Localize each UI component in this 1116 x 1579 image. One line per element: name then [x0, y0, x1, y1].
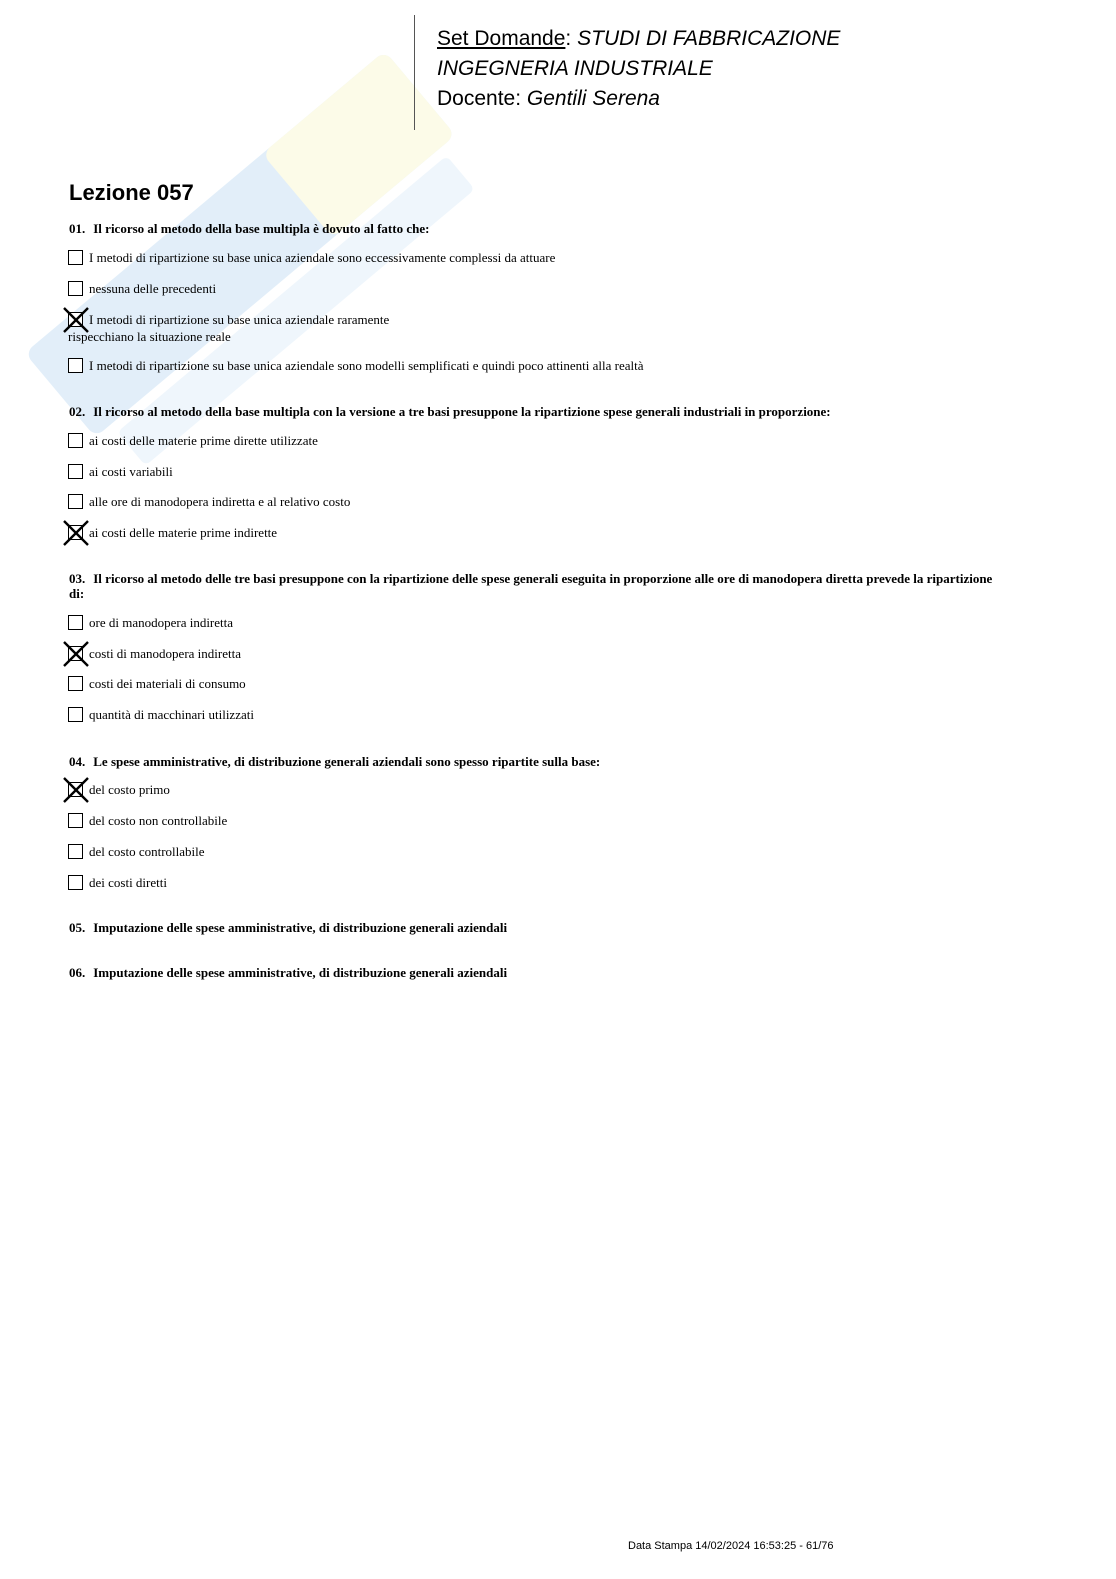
- checkbox[interactable]: [68, 615, 83, 630]
- option-text-continuation: rispecchiano la situazione reale: [68, 329, 231, 344]
- document-header: [437, 24, 840, 114]
- option-text: I metodi di ripartizione su base unica aziendale sono eccessivamente complessi da attuare: [89, 250, 556, 265]
- option-text: dei costi diretti: [89, 875, 167, 890]
- checkbox[interactable]: [68, 494, 83, 509]
- option-text: ai costi delle materie prime dirette utilizzate: [89, 433, 318, 448]
- question-number: 05.: [69, 920, 86, 935]
- question-text: Il ricorso al metodo della base multipla è dovuto al fatto che:: [93, 221, 430, 236]
- option-text: ai costi variabili: [89, 464, 173, 479]
- option-text: del costo non controllabile: [89, 813, 228, 828]
- checkbox[interactable]: [68, 844, 83, 859]
- degree-name: INGEGNERIA INDUSTRIALE: [437, 57, 713, 80]
- checkbox[interactable]: [68, 464, 83, 479]
- question-number: 04.: [69, 754, 86, 769]
- cross-mark-icon: [63, 777, 89, 803]
- print-footer: Data Stampa 14/02/2024 16:53:25 - 61/76: [628, 1540, 834, 1552]
- checkbox[interactable]: [68, 813, 83, 828]
- header-degree-line: [437, 54, 840, 84]
- question-1-title: [69, 221, 1009, 236]
- question-4-title: [69, 754, 1009, 769]
- option-text: del costo primo: [89, 782, 170, 797]
- question-number: 06.: [69, 965, 86, 980]
- question-text: Il ricorso al metodo delle tre basi presuppone con la ripartizione delle spese generali eseguita in proporzione alle ore di manodopera diretta prevede la ripartizione di:: [69, 571, 993, 601]
- question-number: 01.: [69, 221, 86, 236]
- option-text: I metodi di ripartizione su base unica aziendale sono modelli semplificati e quindi poco attinenti alla realtà: [89, 358, 644, 373]
- question-text: Le spese amministrative, di distribuzione generali aziendali sono spesso ripartite sulla base:: [93, 754, 601, 769]
- question-6-title: [69, 965, 1009, 980]
- option-text: ore di manodopera indiretta: [89, 615, 234, 630]
- checked-checkbox[interactable]: [68, 782, 83, 797]
- set-label: Set Domande: [437, 27, 566, 50]
- question-text: Imputazione delle spese amministrative, di distribuzione generali aziendali: [93, 920, 508, 935]
- set-colon: :: [565, 27, 572, 50]
- option-text: alle ore di manodopera indiretta e al relativo costo: [89, 494, 351, 509]
- checkbox[interactable]: [68, 707, 83, 722]
- checkbox[interactable]: [68, 433, 83, 448]
- lesson-title: Lezione 057: [69, 180, 194, 205]
- question-text: Imputazione delle spese amministrative, di distribuzione generali aziendali: [93, 965, 508, 980]
- checkbox[interactable]: [68, 875, 83, 890]
- teacher-label: Docente:: [437, 87, 522, 110]
- question-3-title: [69, 571, 1009, 601]
- header-set-line: [437, 24, 840, 54]
- question-5-title: [69, 920, 1009, 935]
- checked-checkbox[interactable]: [68, 312, 83, 327]
- option-text: nessuna delle precedenti: [89, 281, 217, 296]
- checkbox[interactable]: [68, 676, 83, 691]
- question-number: 02.: [69, 404, 86, 419]
- option-text: quantità di macchinari utilizzati: [89, 707, 254, 722]
- course-title: STUDI DI FABBRICAZIONE: [577, 27, 841, 50]
- checkbox[interactable]: [68, 358, 83, 373]
- teacher-name: Gentili Serena: [526, 87, 660, 110]
- option-text: ai costi delle materie prime indirette: [89, 525, 278, 540]
- checkbox[interactable]: [68, 250, 83, 265]
- option-text: del costo controllabile: [89, 844, 205, 859]
- question-number: 03.: [69, 571, 86, 586]
- question-2-title: [69, 404, 1009, 419]
- checkbox[interactable]: [68, 281, 83, 296]
- cross-mark-icon: [63, 641, 89, 667]
- question-text: Il ricorso al metodo della base multipla con la versione a tre basi presuppone la ripartizione spese generali industriali in proporzione:: [93, 404, 831, 419]
- header-divider: [414, 15, 415, 130]
- option-text: costi di manodopera indiretta: [89, 646, 241, 661]
- cross-mark-icon: [63, 520, 89, 546]
- option-text: I metodi di ripartizione su base unica aziendale raramente: [89, 312, 390, 327]
- checked-checkbox[interactable]: [68, 646, 83, 661]
- checked-checkbox[interactable]: [68, 525, 83, 540]
- option-text: costi dei materiali di consumo: [89, 676, 246, 691]
- header-teacher-line: [437, 84, 840, 114]
